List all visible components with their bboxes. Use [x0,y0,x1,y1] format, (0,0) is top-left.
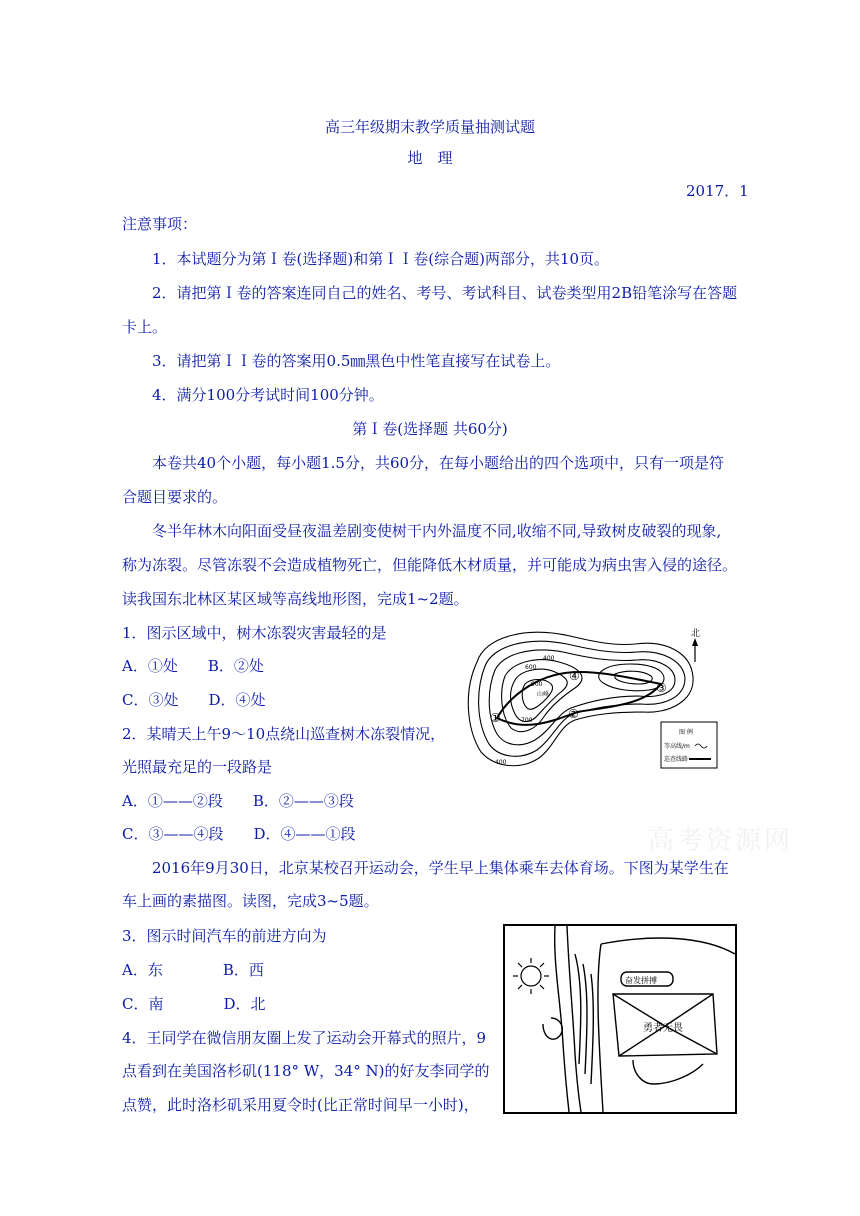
north-label: 北 [691,629,701,639]
map-point-3: ③ [656,681,667,695]
map-point-4: ④ [569,669,580,683]
sign-text: 奋发拼搏 [625,976,657,985]
legend-title: 图 例 [679,729,693,736]
q4-line2: 点看到在美国洛杉矶(118° W，34° N)的好友李同学的 [122,1062,490,1080]
section-title: 第Ｉ卷(选择题 共60分) [352,420,508,438]
passage1-line1: 冬半年林木向阳面受昼夜温差剧变使树干内外温度不同,收缩不同,导致树皮破裂的现象, [152,522,722,540]
q2-stem-2: 光照最充足的一段路是 [122,758,273,776]
q4-line3: 点赞，此时洛杉矶采用夏令时(比正常时间早一小时)， [122,1096,479,1114]
exam-title: 高三年级期末教学质量抽测试题 [324,118,535,136]
legend-contour-label: 等高线/m [664,743,690,750]
contour-map [455,622,723,774]
contour-label: 400 [543,655,555,662]
contour-label: 400 [495,759,507,766]
q3-stem: 3．图示时间汽车的前进方向为 [122,927,327,945]
passage2-line2: 车上画的素描图。读图，完成3~5题。 [122,892,379,910]
notice-item-4: 4．满分100分考试时间100分钟。 [152,386,384,404]
notice-item-2: 2．请把第Ｉ卷的答案连同自己的姓名、考号、考试科目、试卷类型用2B铅笔涂写在答题 [152,284,738,302]
passage2-line1: 2016年9月30日，北京某校召开运动会，学生早上集体乘车去体育场。下图为某学生在 [152,859,729,877]
legend-route-label: 巡查线路 [664,756,689,763]
notice-item-2-cont: 卡上。 [122,318,168,336]
bus-sketch [503,924,737,1114]
q1-options-cd: C．③处 D．④处 [122,691,266,709]
contour-line [479,641,685,756]
banner-text: 勇者无畏 [643,1023,683,1034]
north-arrow-head-icon [692,638,698,646]
watermark: 高考资源网 [648,826,794,856]
passage1-line3: 读我国东北林区某区域等高线地形图，完成1~2题。 [122,590,469,608]
q2-options-cd: C．③——④段 D．④——①段 [122,825,356,843]
q3-options-ab: A．东 B．西 [122,961,264,979]
contour-label: 600 [525,664,537,671]
q1-stem: 1．图示区域中，树木冻裂灾害最轻的是 [122,624,387,642]
notice-item-1: 1．本试题分为第Ｉ卷(选择题)和第ＩＩ卷(综合题)两部分，共10页。 [152,250,610,268]
q2-stem-1: 2．某晴天上午9～10点绕山巡查树木冻裂情况， [122,725,446,743]
map-point-1: ① [490,711,501,725]
notice-item-3: 3．请把第ＩＩ卷的答案用0.5㎜黑色中性笔直接写在试卷上。 [152,352,561,370]
passage1-line2: 称为冻裂。尽管冻裂不会造成植物死亡，但能降低木材质量，并可能成为病虫害入侵的途径。 [122,556,738,574]
subject-title: 地 理 [407,149,453,167]
peak-label: 山峰 [537,691,550,698]
contour-label: 900 [531,681,543,688]
q3-options-cd: C．南 D．北 [122,995,266,1013]
section-intro-2: 合题目要求的。 [122,488,228,506]
section-intro-1: 本卷共40个小题，每小题1.5分，共60分，在每小题给出的四个选项中，只有一项是符 [152,454,725,472]
q4-line1: 4．王同学在微信朋友圈上发了运动会开幕式的照片，9 [122,1029,487,1047]
map-point-2: ② [568,707,579,721]
exam-date: 2017．1 [686,182,749,200]
q1-options-ab: A．①处 B．②处 [122,657,264,675]
contour-line [489,650,675,745]
q2-options-ab: A．①——②段 B．②——③段 [122,792,354,810]
sketch-frame [504,925,736,1113]
contour-label: 700 [521,717,533,724]
notice-heading: 注意事项： [122,215,198,233]
